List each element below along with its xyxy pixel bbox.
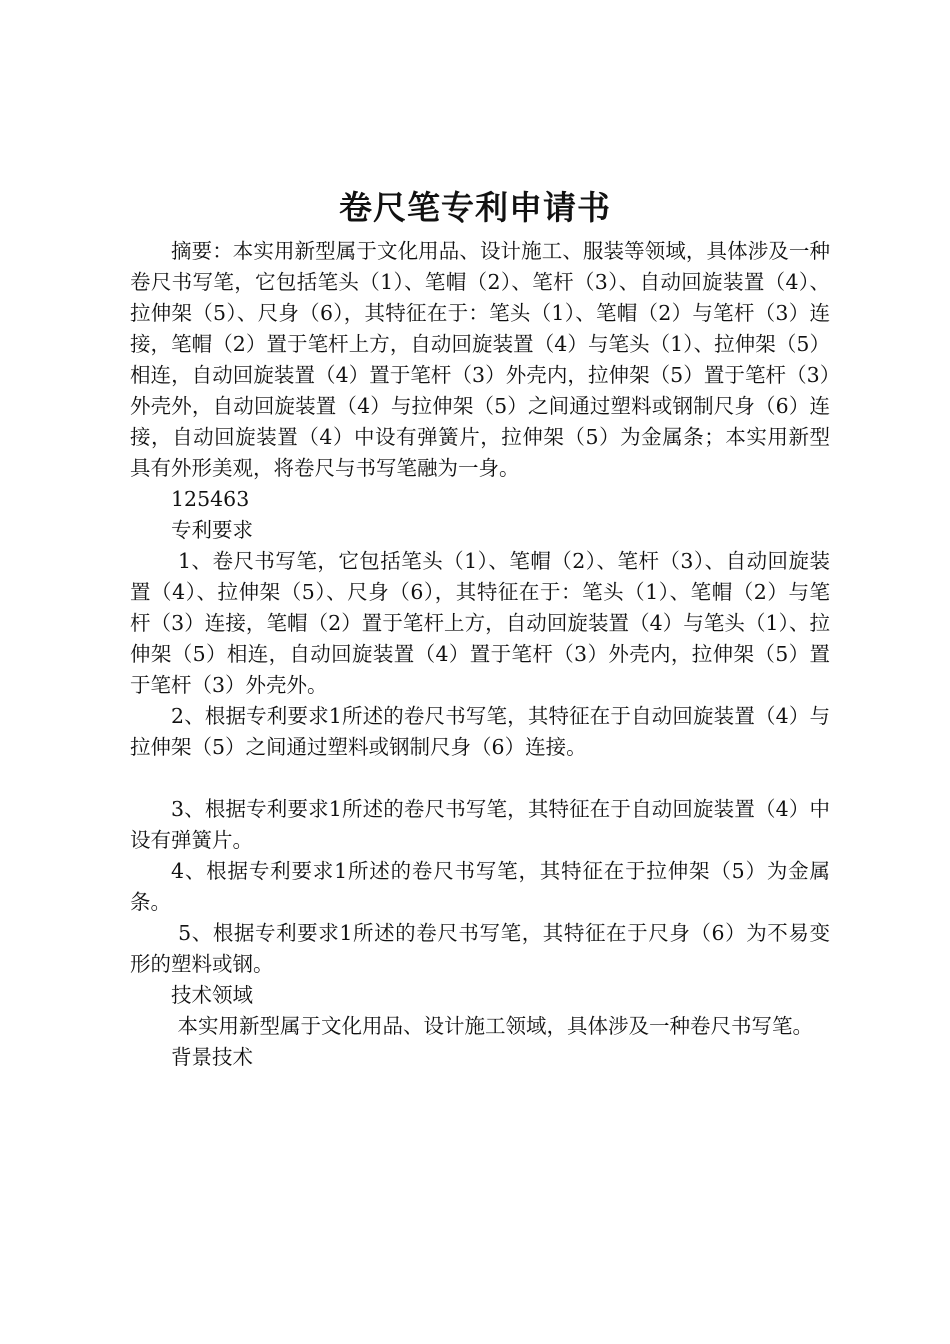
document-body bbox=[130, 236, 830, 1073]
claim-item: 4、根据专利要求1所述的卷尺书写笔，其特征在于拉伸架（5）为金属条。 bbox=[130, 859, 830, 914]
background-heading: 背景技术 bbox=[171, 1045, 253, 1069]
claim-item: 5、根据专利要求1所述的卷尺书写笔，其特征在于尺身（6）为不易变形的塑料或钢。 bbox=[130, 921, 830, 976]
document-number: 125463 bbox=[171, 487, 250, 511]
document-title: 卷尺笔专利申请书 bbox=[339, 188, 611, 227]
claims-heading: 专利要求 bbox=[171, 518, 253, 542]
paragraph-gap bbox=[130, 763, 830, 794]
field-paragraph: 本实用新型属于文化用品、设计施工领域，具体涉及一种卷尺书写笔。 bbox=[171, 1014, 814, 1038]
claim-item: 3、根据专利要求1所述的卷尺书写笔，其特征在于自动回旋装置（4）中设有弹簧片。 bbox=[130, 797, 830, 852]
abstract-paragraph: 摘要：本实用新型属于文化用品、设计施工、服装等领域，具体涉及一种卷尺书写笔，它包括笔头（1）、笔帽（2）、笔杆（3）、自动回旋装置（4）、拉伸架（5）、尺身（6），其特征在于：笔头（1）、笔帽（2）与笔杆（3）连接，笔帽（2）置于笔杆上方，自动回旋装置（4）与笔头（1）、拉伸架（5）相连，自动回旋装置（4）置于笔杆（3）外壳内，拉伸架（5）置于笔杆（3）外壳外，自动回旋装置（4）与拉伸架（5）之间通过塑料或钢制尺身（6）连接，自动回旋装置（4）中设有弹簧片，拉伸架（5）为金属条；本实用新型具有外形美观，将卷尺与书写笔融为一身。 bbox=[130, 239, 830, 480]
claim-item: 2、根据专利要求1所述的卷尺书写笔，其特征在于自动回旋装置（4）与拉伸架（5）之间通过塑料或钢制尺身（6）连接。 bbox=[130, 704, 830, 759]
field-heading: 技术领域 bbox=[171, 983, 253, 1007]
claim-item: 1、卷尺书写笔，它包括笔头（1）、笔帽（2）、笔杆（3）、自动回旋装置（4）、拉伸架（5）、尺身（6），其特征在于：笔头（1）、笔帽（2）与笔杆（3）连接，笔帽（2）置于笔杆上方，自动回旋装置（4）与笔头（1）、拉伸架（5）相连，自动回旋装置（4）置于笔杆（3）外壳内，拉伸架（5）置于笔杆（3）外壳外。 bbox=[130, 549, 830, 697]
